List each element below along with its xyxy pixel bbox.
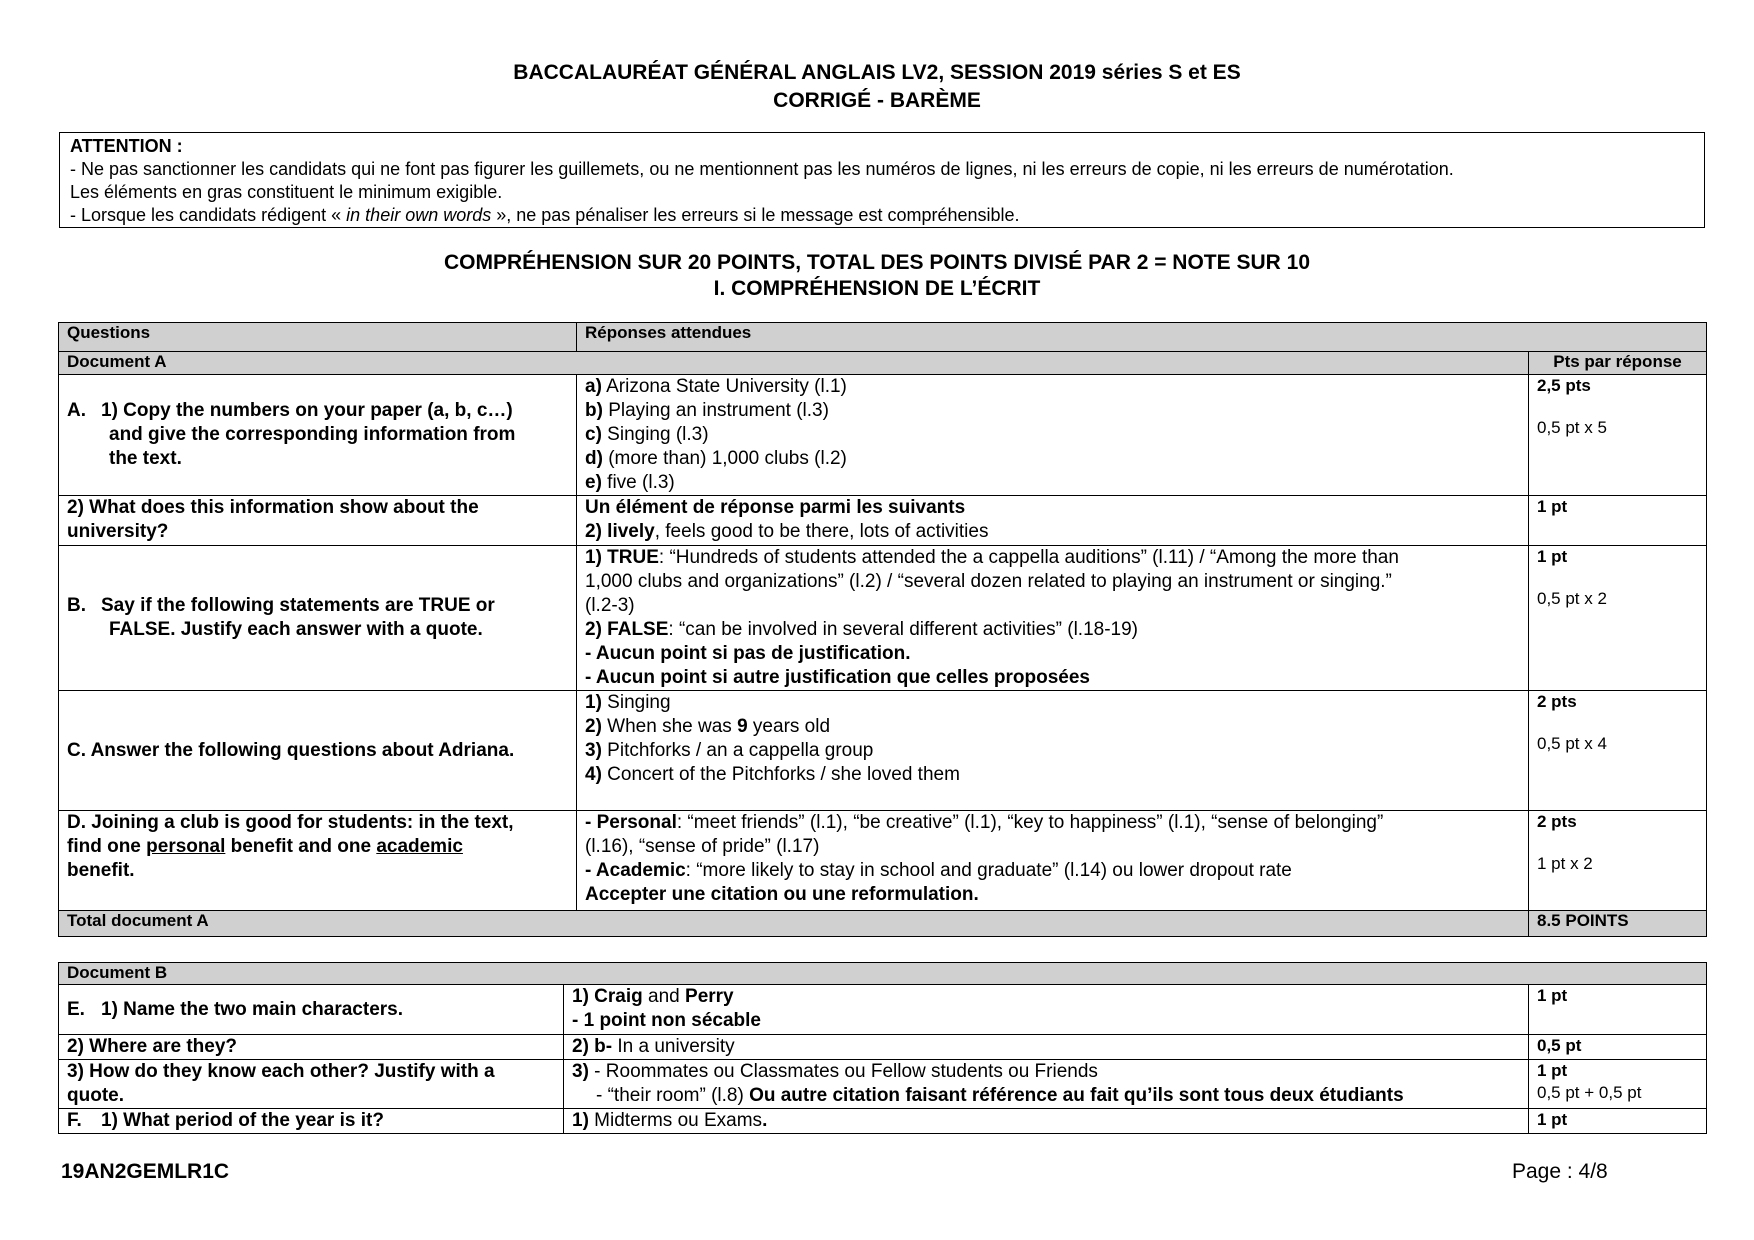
points-c bbox=[1529, 691, 1707, 811]
table-row bbox=[59, 985, 1707, 1035]
col-answers: Réponses attendues bbox=[577, 323, 1707, 352]
points-value: 2 pts bbox=[1537, 692, 1577, 711]
answer-key: d) bbox=[585, 448, 603, 469]
total-label: Total document A bbox=[59, 911, 1529, 937]
answer-text: and bbox=[642, 986, 686, 1007]
points-detail: 0,5 pt x 5 bbox=[1537, 418, 1607, 437]
doc-a-label: Document A bbox=[59, 352, 1529, 375]
question-a1 bbox=[59, 375, 577, 496]
answer-text: 1,000 clubs and organizations” (l.2) / “several dozen related to playing an instrument or singing.” bbox=[585, 571, 1392, 592]
table-document-b bbox=[58, 962, 1707, 1134]
points-value: 2 pts bbox=[1537, 812, 1577, 831]
points-value: 1 pt bbox=[1537, 1110, 1568, 1129]
section-title: COMPRÉHENSION SUR 20 POINTS, TOTAL DES POINTS DIVISÉ PAR 2 = NOTE SUR 10 bbox=[443, 251, 1311, 274]
answer-text: : “can be involved in several different activities” (l.18-19) bbox=[668, 619, 1138, 640]
answer-e2 bbox=[564, 1035, 1529, 1060]
answer-note: - Aucun point si pas de justification. bbox=[585, 643, 911, 664]
answer-key: 3) bbox=[585, 740, 602, 761]
doc-b-label: Document B bbox=[59, 963, 1707, 985]
answer-text: : “meet friends” (l.1), “be creative” (l.1), “key to happiness” (l.1), “sense of belonging” bbox=[676, 812, 1384, 833]
answer-a2 bbox=[577, 496, 1529, 546]
table-row bbox=[59, 546, 1707, 691]
table-row bbox=[59, 1060, 1707, 1109]
answer-d bbox=[577, 811, 1529, 911]
answer-text: Playing an instrument (l.3) bbox=[602, 400, 829, 421]
col-points: Pts par réponse bbox=[1529, 352, 1707, 375]
answer-key: - Academic bbox=[585, 860, 686, 881]
answer-key: 3) bbox=[572, 1061, 589, 1082]
attention-line-3-post: », ne pas pénaliser les erreurs si le message est compréhensible. bbox=[491, 205, 1020, 225]
table-header-row bbox=[59, 323, 1707, 352]
attention-title: ATTENTION : bbox=[70, 136, 183, 156]
answer-key: 2) lively bbox=[585, 521, 655, 542]
question-text: 2) What does this information show about the bbox=[67, 497, 479, 518]
points-value: 1 pt bbox=[1537, 986, 1568, 1005]
question-e2: 2) Where are they? bbox=[59, 1035, 564, 1060]
question-text: university? bbox=[67, 521, 169, 542]
attention-line-3 bbox=[70, 204, 1694, 227]
answer-text: Arizona State University (l.1) bbox=[601, 376, 847, 397]
question-text: 3) How do they know each other? Justify with a bbox=[67, 1061, 495, 1082]
table-document-a bbox=[58, 322, 1707, 937]
answer-text: Midterms ou Exams bbox=[588, 1110, 763, 1131]
question-text: benefit. bbox=[67, 860, 135, 881]
answer-text: : “more likely to stay in school and graduate” (l.14) ou lower dropout rate bbox=[685, 860, 1292, 881]
points-f1 bbox=[1529, 1109, 1707, 1134]
points-a1 bbox=[1529, 375, 1707, 496]
answer-text: Singing bbox=[601, 692, 671, 713]
table-row bbox=[59, 496, 1707, 546]
question-text: benefit and one bbox=[225, 836, 377, 857]
table-row bbox=[59, 375, 1707, 496]
answer-note: - 1 point non sécable bbox=[572, 1010, 761, 1031]
points-detail: 0,5 pt x 2 bbox=[1537, 589, 1607, 608]
table-row bbox=[59, 1035, 1707, 1060]
answer-text: years old bbox=[747, 716, 831, 737]
answer-text: (l.2-3) bbox=[585, 595, 635, 616]
document-code: 19AN2GEMLR1C bbox=[61, 1160, 230, 1183]
points-d bbox=[1529, 811, 1707, 911]
points-value: 0,5 pt bbox=[1537, 1036, 1582, 1055]
attention-line-3-em: in their own words bbox=[346, 205, 492, 225]
question-text: D. Joining a club is good for students: in the text, bbox=[67, 812, 514, 833]
question-text: and give the corresponding information from bbox=[109, 424, 516, 445]
answer-key: 1) Craig bbox=[572, 986, 643, 1007]
col-questions: Questions bbox=[59, 323, 577, 352]
answer-key: 1) bbox=[572, 1110, 589, 1131]
answer-text: Un élément de réponse parmi les suivants bbox=[585, 497, 966, 518]
answer-key: 4) bbox=[585, 764, 602, 785]
answer-text: (more than) 1,000 clubs (l.2) bbox=[602, 448, 847, 469]
answer-note: Accepter une citation ou une reformulation. bbox=[585, 884, 979, 905]
question-underline: personal bbox=[146, 836, 226, 857]
answer-punct: . bbox=[762, 1110, 768, 1131]
answer-key: a) bbox=[585, 376, 602, 397]
question-text: FALSE. Justify each answer with a quote. bbox=[109, 619, 483, 640]
question-d bbox=[59, 811, 577, 911]
answer-key: 2) FALSE bbox=[585, 619, 669, 640]
answer-c bbox=[577, 691, 1529, 811]
answer-key: 2) b- bbox=[572, 1036, 613, 1057]
points-detail: 1 pt x 2 bbox=[1537, 854, 1593, 873]
answer-key: 1) TRUE bbox=[585, 547, 659, 568]
answer-bold: Perry bbox=[685, 986, 734, 1007]
doc-a-row bbox=[59, 352, 1707, 375]
attention-line-1: - Ne pas sanctionner les candidats qui ne font pas figurer les guillemets, ou ne mentionnent pas les numéros de lignes, ni les erreurs de copie, ni les erreurs de numérotation. bbox=[70, 159, 1454, 179]
answer-text: In a university bbox=[612, 1036, 735, 1057]
answer-text: , feels good to be there, lots of activities bbox=[654, 521, 989, 542]
table-row bbox=[59, 811, 1707, 911]
question-text: Say if the following statements are TRUE or bbox=[101, 595, 495, 616]
points-detail: 0,5 pt x 4 bbox=[1537, 734, 1607, 753]
question-label: A. bbox=[67, 400, 86, 421]
question-e3 bbox=[59, 1060, 564, 1109]
answer-f1 bbox=[564, 1109, 1529, 1134]
total-row bbox=[59, 911, 1707, 937]
answer-text: five (l.3) bbox=[601, 472, 675, 493]
question-f1 bbox=[59, 1109, 564, 1134]
question-label: B. bbox=[67, 595, 86, 616]
answer-key: 2) bbox=[585, 716, 602, 737]
question-c bbox=[59, 691, 577, 811]
points-value: 1 pt bbox=[1537, 497, 1568, 516]
answer-text: Singing (l.3) bbox=[601, 424, 709, 445]
question-a2 bbox=[59, 496, 577, 546]
question-label: E. bbox=[67, 998, 85, 1020]
question-text: 1) Name the two main characters. bbox=[101, 998, 403, 1020]
attention-line-2: Les éléments en gras constituent le minimum exigible. bbox=[70, 182, 503, 202]
answer-text: - Roommates ou Classmates ou Fellow students ou Friends bbox=[588, 1061, 1098, 1082]
question-text: 1) What period of the year is it? bbox=[101, 1110, 384, 1131]
points-e1 bbox=[1529, 985, 1707, 1035]
answer-note: - Aucun point si autre justification que celles proposées bbox=[585, 667, 1090, 688]
question-b bbox=[59, 546, 577, 691]
answer-text: - “their room” (l.8) bbox=[596, 1085, 750, 1106]
question-text: C. Answer the following questions about Adriana. bbox=[67, 739, 515, 761]
page-number: Page : 4/8 bbox=[1512, 1160, 1608, 1183]
header-title: BACCALAURÉAT GÉNÉRAL ANGLAIS LV2, SESSION 2019 séries S et ES bbox=[513, 61, 1241, 84]
answer-a1 bbox=[577, 375, 1529, 496]
question-underline: academic bbox=[376, 836, 463, 857]
points-a2 bbox=[1529, 496, 1707, 546]
table-row bbox=[59, 1109, 1707, 1134]
points-e3 bbox=[1529, 1060, 1707, 1109]
points-b bbox=[1529, 546, 1707, 691]
answer-text: : “Hundreds of students attended the a cappella auditions” (l.11) / “Among the more than bbox=[658, 547, 1399, 568]
question-text: quote. bbox=[67, 1085, 124, 1106]
points-detail: 0,5 pt + 0,5 pt bbox=[1537, 1083, 1642, 1102]
header-subtitle: CORRIGÉ - BARÈME bbox=[773, 89, 981, 112]
answer-key: - Personal bbox=[585, 812, 677, 833]
points-e2 bbox=[1529, 1035, 1707, 1060]
answer-b bbox=[577, 546, 1529, 691]
doc-b-row bbox=[59, 963, 1707, 985]
answer-key: c) bbox=[585, 424, 602, 445]
attention-line-3-pre: - Lorsque les candidats rédigent « bbox=[70, 205, 347, 225]
section-subtitle: I. COMPRÉHENSION DE L’ÉCRIT bbox=[713, 277, 1041, 300]
answer-key: b) bbox=[585, 400, 603, 421]
attention-box bbox=[59, 132, 1705, 228]
answer-note: Ou autre citation faisant référence au fait qu’ils sont tous deux étudiants bbox=[749, 1085, 1404, 1106]
answer-text: When she was bbox=[601, 716, 738, 737]
table-row bbox=[59, 691, 1707, 811]
answer-key: 1) bbox=[585, 692, 602, 713]
answer-bold: 9 bbox=[737, 716, 748, 737]
answer-text: Pitchforks / an a cappella group bbox=[601, 740, 874, 761]
answer-text: Concert of the Pitchforks / she loved them bbox=[601, 764, 960, 785]
points-value: 2,5 pts bbox=[1537, 376, 1591, 395]
question-text: the text. bbox=[109, 448, 182, 469]
answer-key: e) bbox=[585, 472, 602, 493]
question-e1 bbox=[59, 985, 564, 1035]
answer-e3 bbox=[564, 1060, 1529, 1109]
answer-e1 bbox=[564, 985, 1529, 1035]
total-value: 8.5 POINTS bbox=[1529, 911, 1707, 937]
question-text: 1) Copy the numbers on your paper (a, b, c…) bbox=[101, 400, 513, 421]
points-value: 1 pt bbox=[1537, 547, 1568, 566]
question-label: F. bbox=[67, 1110, 82, 1131]
points-value: 1 pt bbox=[1537, 1061, 1568, 1080]
question-text: find one bbox=[67, 836, 147, 857]
answer-text: (l.16), “sense of pride” (l.17) bbox=[585, 836, 820, 857]
